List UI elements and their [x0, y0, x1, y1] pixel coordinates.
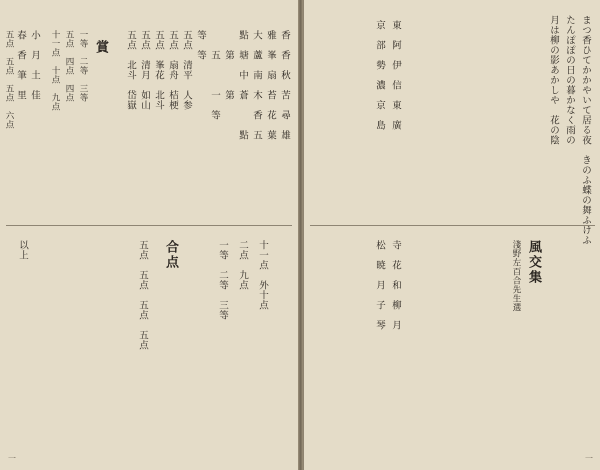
participants-column: 松 暁 月 子 琴 [374, 240, 385, 330]
left-text-column: 春 香 筆 里 [15, 30, 26, 100]
left-text-column: 大 蘆 南 木 香 五 [251, 30, 262, 140]
left-text-column: 二点 九点 [237, 240, 248, 290]
right-text-column: 月は柳の影あかしや 花の陰 [548, 15, 559, 145]
right-text-column: たんぽぽの日の暮かなく雨の [564, 15, 575, 145]
left-text-column: 五 一 等 [209, 30, 220, 120]
left-text-column: 點 塘 中 蒼 點 [237, 30, 248, 140]
left-text-column: 五点 五点 五点 六点 [4, 30, 14, 129]
divider [310, 225, 595, 226]
left-text-column: 五点 北斗 岱嶽 [125, 30, 136, 110]
left-text-column: 十一点 外十点 [257, 240, 268, 310]
prize-line: 一等 二等 三等 [78, 30, 88, 102]
left-text-column: 雅 峯 扇 苔 花 葉 [265, 30, 276, 140]
divider [6, 225, 292, 226]
right-text-column: まつ香ひてかかやいて居る夜 きのふ蝶の舞ふけふ [580, 15, 591, 245]
participants-column: 東 阿 伊 信 東 廣 [390, 20, 401, 130]
left-page [0, 0, 299, 470]
left-text-column: 第 第 [223, 30, 234, 100]
participants-column: 京 部 勢 濃 京 島 [374, 20, 385, 130]
right-page [303, 0, 600, 470]
page-number: 一 [8, 454, 16, 463]
author: 淺野左百合先生選 [511, 240, 521, 312]
bottom-header: 合点 [163, 240, 178, 270]
left-text-column: 小 月 土 佳 [29, 30, 40, 100]
page-number: 一 [585, 454, 593, 463]
left-text-column: 一等 二等 三等 [217, 240, 228, 320]
left-text-column: 五点 峯花 北斗 [153, 30, 164, 110]
left-text-column: 五点 清平 人参 [181, 30, 192, 110]
left-text-column: 五点 扇舟 桔梗 [167, 30, 178, 110]
left-text-column: 五点 五点 五点 五点 [137, 240, 148, 350]
left-text-column: 香 香 秋 苦 尋 雄 [279, 30, 290, 140]
left-text-column: 五点 清月 如山 [139, 30, 150, 110]
prize-line: 五点 四点 四点 [64, 30, 74, 102]
prize-header: 賞 [93, 40, 108, 55]
left-text-column: 等 等 [195, 30, 206, 60]
prize-line: 十一点 十点 九点 [50, 30, 60, 111]
bottom-footer: 以上 [17, 240, 28, 260]
participants-column: 寺 花 和 柳 月 [390, 240, 401, 330]
page-title: 風交集 [526, 240, 541, 285]
